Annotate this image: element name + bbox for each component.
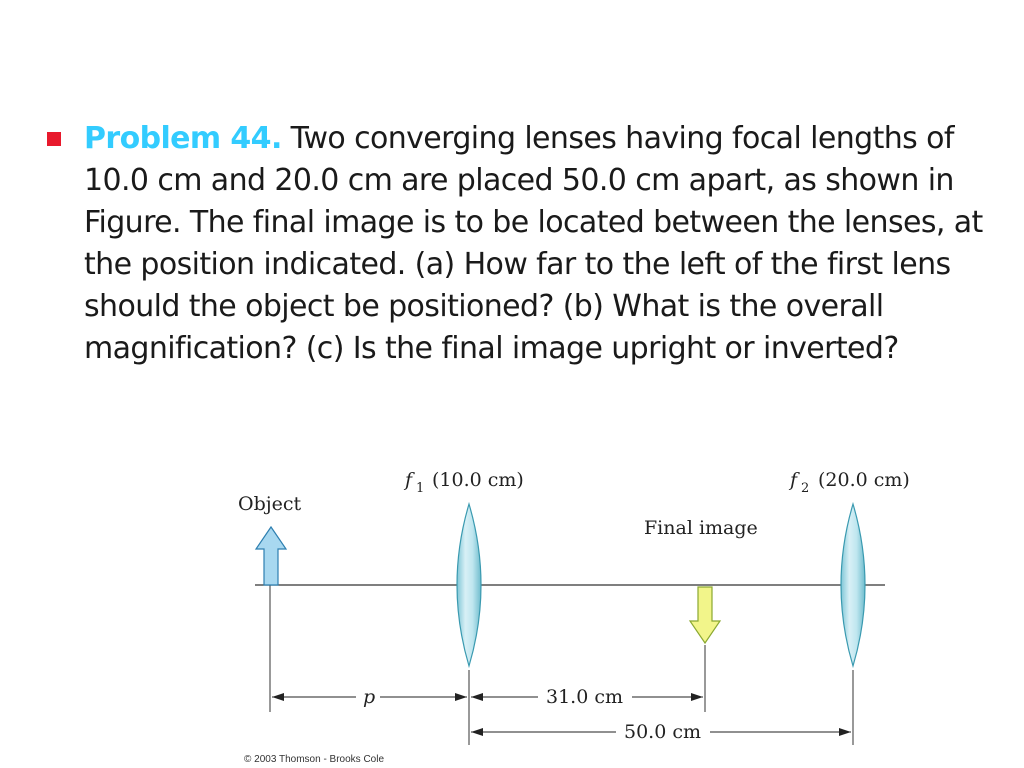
lens1-icon: [457, 504, 481, 666]
object-arrow-icon: [256, 527, 286, 585]
final-image-label: Final image: [644, 517, 758, 539]
copyright-notice: © 2003 Thomson - Brooks Cole: [244, 754, 385, 765]
dimension-image-label: 31.0 cm: [546, 686, 624, 708]
problem-label: Problem 44.: [84, 121, 282, 156]
lens2-symbol: f: [790, 469, 798, 491]
lens1-subscript: 1: [416, 481, 425, 496]
dimension-p-label: p: [363, 686, 376, 708]
lens1-symbol: f: [405, 469, 413, 491]
image-arrow-icon: [690, 587, 720, 643]
lens2-icon: [841, 504, 865, 666]
lens1-focal-length: (10.0 cm): [432, 469, 524, 491]
dimension-lenses-label: 50.0 cm: [624, 721, 702, 743]
object-label: Object: [238, 493, 302, 515]
problem-body: Two converging lenses having focal lengths of 10.0 cm and 20.0 cm are placed 50.0 cm apart, as shown in Figure. The final image is to be located between the lenses, at the position indicated. (a) How far to the left of the first lens should the object be positioned? (b) What is the overall magnification? (c) Is the final image upright or inverted?: [84, 121, 983, 366]
lens2-subscript: 2: [801, 481, 810, 496]
lens2-focal-length: (20.0 cm): [818, 469, 910, 491]
